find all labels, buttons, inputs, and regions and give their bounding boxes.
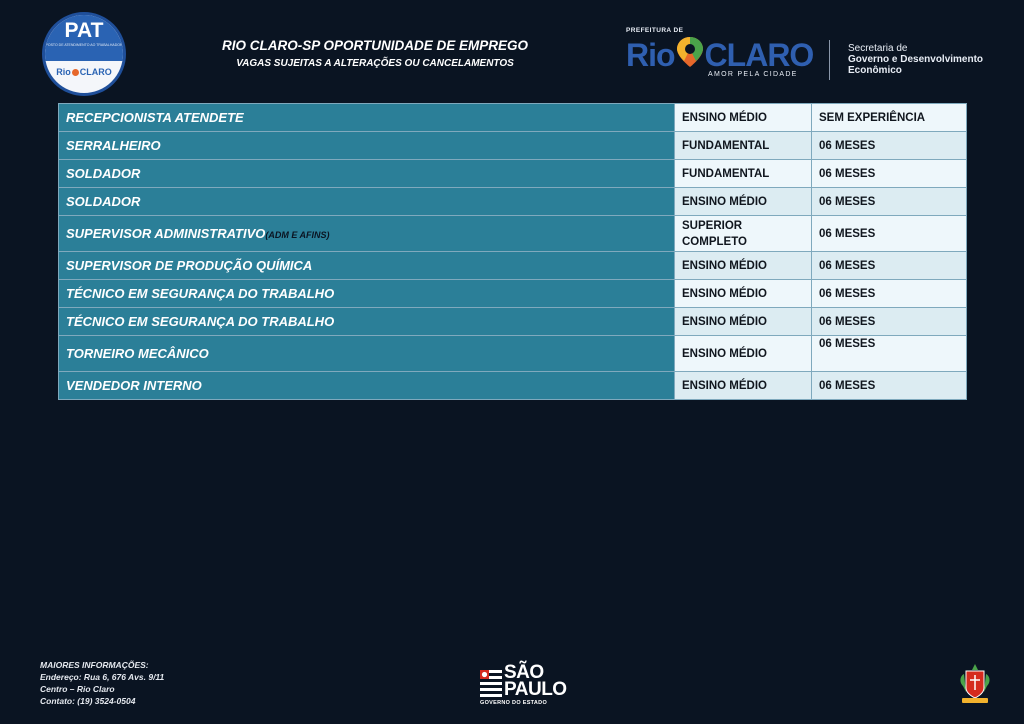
table-row [59, 252, 967, 280]
table-row [59, 308, 967, 336]
sp-logo-line-1: SÃO [504, 662, 544, 683]
job-education: FUNDAMENTAL [675, 160, 812, 188]
secretaria-line-1: Secretaria de [848, 43, 908, 54]
table-row [59, 216, 967, 252]
table-row [59, 372, 967, 400]
job-education: ENSINO MÉDIO [675, 188, 812, 216]
table-row [59, 280, 967, 308]
pat-logo-city [45, 67, 123, 77]
job-experience: 06 MESES [812, 160, 967, 188]
job-experience: 06 MESES [812, 188, 967, 216]
job-title [59, 216, 675, 252]
job-title-text: SUPERVISOR ADMINISTRATIVO [66, 226, 266, 241]
job-experience: SEM EXPERIÊNCIA [812, 104, 967, 132]
map-pin-icon [72, 69, 79, 76]
job-education: ENSINO MÉDIO [675, 308, 812, 336]
pat-logo-title: PAT [64, 19, 104, 42]
job-experience: 06 MESES [812, 308, 967, 336]
sp-logo-text [504, 664, 567, 698]
footer-address: Endereço: Rua 6, 676 Avs. 9/11 [40, 672, 165, 682]
pat-logo [42, 12, 126, 96]
footer-contact-info [40, 659, 164, 707]
table-row [59, 336, 967, 372]
sp-logo-government: GOVERNO DO ESTADO [480, 700, 548, 706]
sp-flag-icon [478, 668, 504, 698]
job-title: TÉCNICO EM SEGURANÇA DO TRABALHO [59, 308, 675, 336]
job-title: VENDEDOR INTERNO [59, 372, 675, 400]
pat-logo-subtitle: POSTO DE ATENDIMENTO AO TRABALHADOR [45, 43, 123, 47]
page-title: RIO CLARO-SP OPORTUNIDADE DE EMPREGO [221, 38, 529, 53]
rio-claro-logo [626, 26, 1006, 86]
pat-city-a: Rio [56, 67, 71, 77]
sao-paulo-logo [478, 662, 567, 712]
job-education: SUPERIOR COMPLETO [675, 216, 812, 252]
job-title: TORNEIRO MECÂNICO [59, 336, 675, 372]
job-title: RECEPCIONISTA ATENDETE [59, 104, 675, 132]
pat-logo-banner [45, 15, 123, 61]
rio-claro-tagline: AMOR PELA CIDADE [708, 71, 798, 78]
job-education: FUNDAMENTAL [675, 132, 812, 160]
job-education: ENSINO MÉDIO [675, 252, 812, 280]
sp-logo-line-2: PAULO [504, 679, 567, 700]
table-row [59, 188, 967, 216]
job-experience: 06 MESES [812, 216, 967, 252]
job-education: ENSINO MÉDIO [675, 372, 812, 400]
footer-info-heading: MAIORES INFORMAÇÕES: [40, 660, 149, 670]
coat-of-arms-icon [957, 662, 993, 706]
secretaria-line-3: Econômico [848, 65, 902, 76]
pat-city-b: CLARO [79, 67, 112, 77]
job-title: TÉCNICO EM SEGURANÇA DO TRABALHO [59, 280, 675, 308]
job-education: ENSINO MÉDIO [675, 336, 812, 372]
job-education: ENSINO MÉDIO [675, 104, 812, 132]
job-experience: 06 MESES [812, 280, 967, 308]
rio-claro-name-a: Rio [626, 37, 675, 73]
job-title-note: (ADM E AFINS) [265, 230, 330, 240]
job-experience: 06 MESES [812, 132, 967, 160]
logo-divider [829, 40, 830, 80]
job-experience: 06 MESES [812, 336, 967, 372]
job-education: ENSINO MÉDIO [675, 280, 812, 308]
rio-claro-name [626, 36, 813, 74]
job-title: SOLDADOR [59, 160, 675, 188]
job-title: SERRALHEIRO [59, 132, 675, 160]
job-title: SOLDADOR [59, 188, 675, 216]
table-row [59, 160, 967, 188]
table-row [59, 132, 967, 160]
job-experience: 06 MESES [812, 372, 967, 400]
footer-contact: Contato: (19) 3524-0504 [40, 696, 136, 706]
rio-claro-name-b: CLARO [704, 37, 814, 73]
job-title: SUPERVISOR DE PRODUÇÃO QUÍMICA [59, 252, 675, 280]
rio-claro-prefix: PREFEITURA DE [626, 27, 684, 34]
page-subtitle: VAGAS SUJEITAS A ALTERAÇÕES OU CANCELAMENTOS [236, 58, 514, 69]
jobs-table [58, 103, 967, 400]
secretaria-label [848, 43, 983, 76]
job-experience: 06 MESES [812, 252, 967, 280]
map-pin-icon [675, 36, 705, 68]
secretaria-line-2: Governo e Desenvolvimento [848, 54, 984, 65]
table-row [59, 104, 967, 132]
footer-district: Centro – Rio Claro [40, 684, 115, 694]
